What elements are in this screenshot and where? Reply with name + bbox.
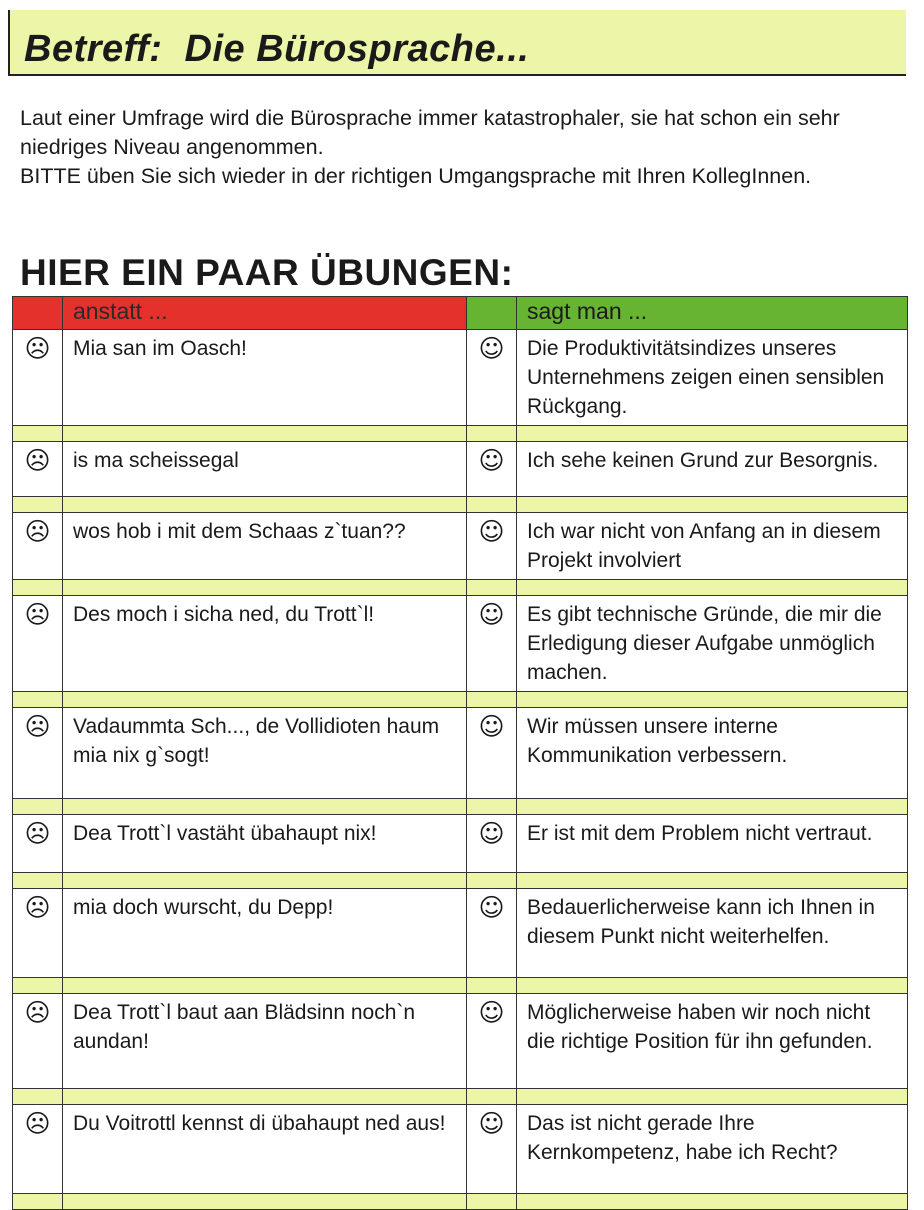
sad-face-icon: ☹ bbox=[24, 893, 51, 922]
happy-face-icon: ☺ bbox=[478, 893, 505, 922]
sad-face-icon: ☹ bbox=[24, 600, 51, 629]
spacer-cell bbox=[13, 799, 63, 815]
happy-face-icon: ☺ bbox=[478, 1109, 505, 1138]
table-row bbox=[13, 994, 908, 1089]
spacer-row bbox=[13, 426, 908, 442]
happy-face-icon: ☺ bbox=[478, 998, 505, 1027]
instead-text: Mia san im Oasch! bbox=[63, 330, 467, 426]
happy-face-icon: ☺ bbox=[478, 446, 505, 475]
sad-icon-cell bbox=[13, 442, 63, 497]
spacer-cell bbox=[467, 580, 517, 596]
say-text: Möglicherweise haben wir noch nicht die richtige Position für ihn gefunden. bbox=[517, 994, 908, 1089]
sad-icon-cell bbox=[13, 708, 63, 799]
spacer-cell bbox=[517, 1194, 908, 1210]
table-row bbox=[13, 708, 908, 799]
sad-icon-cell bbox=[13, 330, 63, 426]
intro-line-1: Laut einer Umfrage wird die Bürosprache immer katastrophaler, sie hat schon ein sehr niedriges Niveau angenommen. bbox=[20, 106, 840, 159]
spacer-cell bbox=[13, 692, 63, 708]
spacer-cell bbox=[63, 1194, 467, 1210]
sad-face-icon: ☹ bbox=[24, 517, 51, 546]
header-pos-icon-cell bbox=[467, 297, 517, 330]
happy-icon-cell bbox=[467, 708, 517, 799]
table-header-row bbox=[13, 297, 908, 330]
spacer-cell bbox=[467, 1194, 517, 1210]
spacer-cell bbox=[63, 873, 467, 889]
spacer-cell bbox=[13, 580, 63, 596]
sad-face-icon: ☹ bbox=[24, 712, 51, 741]
sad-icon-cell bbox=[13, 596, 63, 692]
say-text: Wir müssen unsere interne Kommunikation verbessern. bbox=[517, 708, 908, 799]
spacer-cell bbox=[517, 692, 908, 708]
spacer-cell bbox=[517, 1089, 908, 1105]
spacer-row bbox=[13, 497, 908, 513]
happy-icon-cell bbox=[467, 330, 517, 426]
sad-icon-cell bbox=[13, 994, 63, 1089]
table-row bbox=[13, 815, 908, 873]
spacer-cell bbox=[517, 873, 908, 889]
happy-icon-cell bbox=[467, 889, 517, 978]
intro-line-2: BITTE üben Sie sich wieder in der richtigen Umgangsprache mit Ihren KollegInnen. bbox=[20, 164, 812, 188]
happy-icon-cell bbox=[467, 1105, 517, 1194]
spacer-cell bbox=[517, 426, 908, 442]
spacer-cell bbox=[13, 426, 63, 442]
spacer-row bbox=[13, 978, 908, 994]
say-text: Ich sehe keinen Grund zur Besorgnis. bbox=[517, 442, 908, 497]
instead-text: is ma scheissegal bbox=[63, 442, 467, 497]
instead-text: mia doch wurscht, du Depp! bbox=[63, 889, 467, 978]
sad-icon-cell bbox=[13, 815, 63, 873]
spacer-cell bbox=[63, 978, 467, 994]
table-row bbox=[13, 889, 908, 978]
spacer-cell bbox=[63, 426, 467, 442]
table-row bbox=[13, 330, 908, 426]
table-row bbox=[13, 442, 908, 497]
sad-face-icon: ☹ bbox=[24, 998, 51, 1027]
spacer-cell bbox=[467, 426, 517, 442]
spacer-cell bbox=[13, 1089, 63, 1105]
spacer-cell bbox=[517, 978, 908, 994]
table-row bbox=[13, 1105, 908, 1194]
spacer-cell bbox=[467, 873, 517, 889]
sad-face-icon: ☹ bbox=[24, 446, 51, 475]
instead-text: Dea Trott`l vastäht übahaupt nix! bbox=[63, 815, 467, 873]
happy-face-icon: ☺ bbox=[478, 334, 505, 363]
happy-face-icon: ☺ bbox=[478, 819, 505, 848]
happy-icon-cell bbox=[467, 596, 517, 692]
sad-face-icon: ☹ bbox=[24, 334, 51, 363]
say-text: Das ist nicht gerade Ihre Kernkompetenz, habe ich Recht? bbox=[517, 1105, 908, 1194]
sad-icon-cell bbox=[13, 513, 63, 580]
say-text: Es gibt technische Gründe, die mir die Erledigung dieser Aufgabe unmöglich machen. bbox=[517, 596, 908, 692]
happy-icon-cell bbox=[467, 513, 517, 580]
happy-icon-cell bbox=[467, 442, 517, 497]
header-say: sagt man ... bbox=[517, 297, 908, 330]
table-row bbox=[13, 513, 908, 580]
exercise-table bbox=[12, 296, 908, 1210]
spacer-cell bbox=[63, 1089, 467, 1105]
spacer-row bbox=[13, 1089, 908, 1105]
spacer-cell bbox=[467, 799, 517, 815]
spacer-cell bbox=[63, 497, 467, 513]
spacer-row bbox=[13, 799, 908, 815]
spacer-cell bbox=[13, 497, 63, 513]
spacer-row bbox=[13, 873, 908, 889]
spacer-cell bbox=[467, 497, 517, 513]
sad-icon-cell bbox=[13, 1105, 63, 1194]
spacer-cell bbox=[467, 978, 517, 994]
sad-face-icon: ☹ bbox=[24, 1109, 51, 1138]
spacer-row bbox=[13, 1194, 908, 1210]
exercises-heading: HIER EIN PAAR ÜBUNGEN: bbox=[20, 252, 514, 293]
spacer-cell bbox=[13, 1194, 63, 1210]
spacer-cell bbox=[13, 873, 63, 889]
instead-text: Du Voitrottl kennst di übahaupt ned aus! bbox=[63, 1105, 467, 1194]
happy-icon-cell bbox=[467, 994, 517, 1089]
say-text: Ich war nicht von Anfang an in diesem Projekt involviert bbox=[517, 513, 908, 580]
spacer-cell bbox=[517, 799, 908, 815]
spacer-row bbox=[13, 692, 908, 708]
spacer-cell bbox=[63, 692, 467, 708]
header-instead: anstatt ... bbox=[63, 297, 467, 330]
sad-icon-cell bbox=[13, 889, 63, 978]
spacer-cell bbox=[63, 799, 467, 815]
happy-face-icon: ☺ bbox=[478, 712, 505, 741]
spacer-cell bbox=[63, 580, 467, 596]
spacer-cell bbox=[517, 497, 908, 513]
spacer-row bbox=[13, 580, 908, 596]
say-text: Die Produktivitätsindizes unseres Unternehmens zeigen einen sensiblen Rückgang. bbox=[517, 330, 908, 426]
spacer-cell bbox=[467, 1089, 517, 1105]
intro-text bbox=[20, 104, 890, 191]
say-text: Bedauerlicherweise kann ich Ihnen in diesem Punkt nicht weiterhelfen. bbox=[517, 889, 908, 978]
instead-text: Vadaummta Sch..., de Vollidioten haum mia nix g`sogt! bbox=[63, 708, 467, 799]
say-text: Er ist mit dem Problem nicht vertraut. bbox=[517, 815, 908, 873]
header-neg-icon-cell bbox=[13, 297, 63, 330]
happy-face-icon: ☺ bbox=[478, 517, 505, 546]
happy-icon-cell bbox=[467, 815, 517, 873]
spacer-cell bbox=[467, 692, 517, 708]
title-bar bbox=[8, 10, 906, 76]
table-row bbox=[13, 596, 908, 692]
instead-text: wos hob i mit dem Schaas z`tuan?? bbox=[63, 513, 467, 580]
instead-text: Des moch i sicha ned, du Trott`l! bbox=[63, 596, 467, 692]
spacer-cell bbox=[13, 978, 63, 994]
page-title: Betreff: Die Bürosprache... bbox=[24, 28, 530, 70]
sad-face-icon: ☹ bbox=[24, 819, 51, 848]
spacer-cell bbox=[517, 580, 908, 596]
happy-face-icon: ☺ bbox=[478, 600, 505, 629]
instead-text: Dea Trott`l baut aan Blädsinn noch`n aundan! bbox=[63, 994, 467, 1089]
